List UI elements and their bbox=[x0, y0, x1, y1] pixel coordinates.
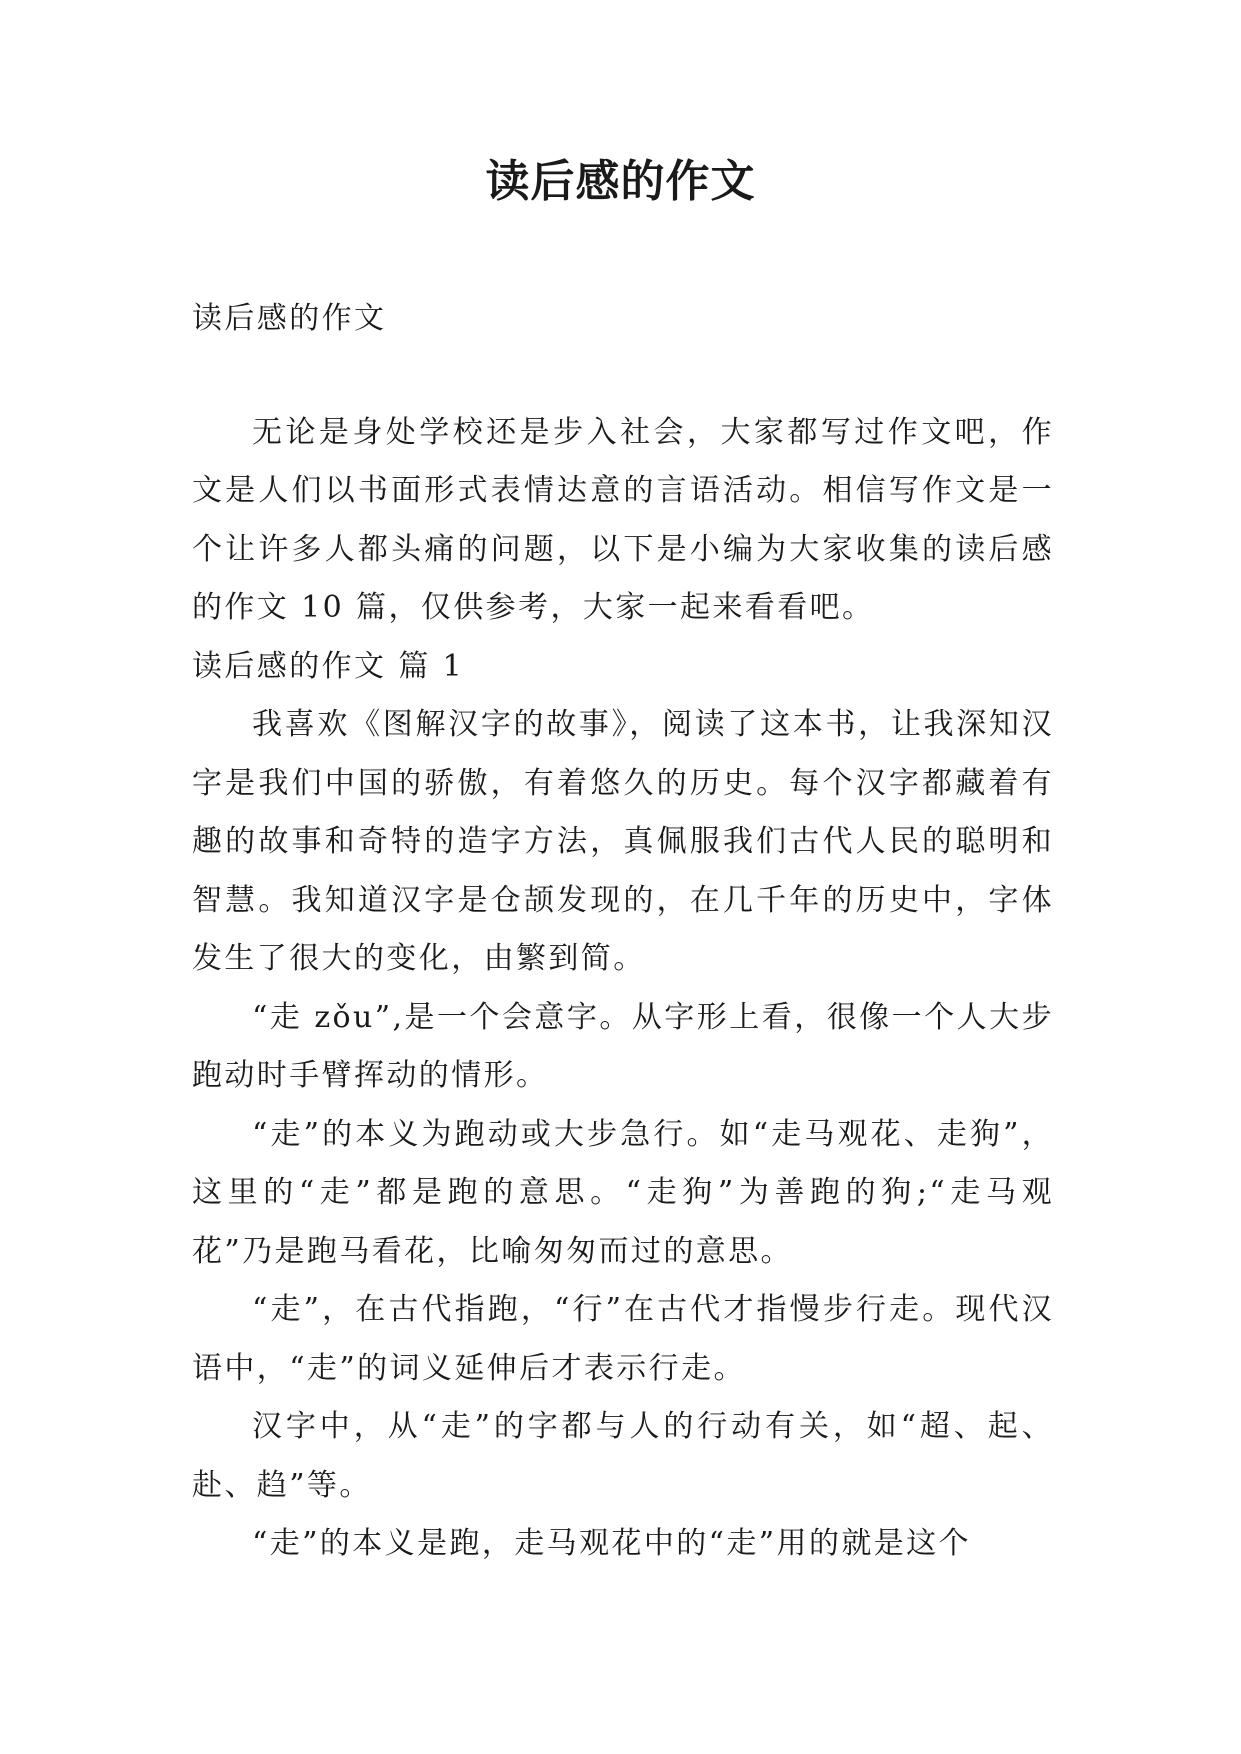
paragraph: “走”，在古代指跑，“行”在古代才指慢步行走。现代汉语中，“走”的词义延伸后才表示行走。 bbox=[192, 1292, 1054, 1386]
document-subtitle: 读后感的作文 bbox=[192, 301, 387, 336]
paragraph-intro: 无论是身处学校还是步入社会，大家都写过作文吧，作文是人们以书面形式表情达意的言语活动。相信写作文是一个让许多人都头痛的问题，以下是小编为大家收集的读后感的作文 10 篇，仅供参考，大家一起来看看吧。 bbox=[192, 414, 1054, 625]
paragraph: “走”的本义为跑动或大步急行。如“走马观花、走狗”，这里的“走”都是跑的意思。“走狗”为善跑的狗;“走马观花”乃是跑马看花，比喻匆匆而过的意思。 bbox=[192, 1116, 1054, 1269]
section-heading: 读后感的作文 篇 1 bbox=[192, 648, 465, 684]
paragraph: 汉字中，从“走”的字都与人的行动有关，如“超、起、赴、趋”等。 bbox=[192, 1409, 1054, 1503]
paragraph: “走”的本义是跑，走马观花中的“走”用的就是这个 bbox=[252, 1526, 971, 1561]
document-title: 读后感的作文 bbox=[485, 156, 756, 207]
paragraph: 我喜欢《图解汉字的故事》，阅读了这本书，让我深知汉字是我们中国的骄傲，有着悠久的历史。每个汉字都藏着有趣的故事和奇特的造字方法，真佩服我们古代人民的聪明和智慧。我知道汉字是仓颉发现的，在几千年的历史中，字体发生了很大的变化，由繁到简。 bbox=[192, 707, 1054, 976]
document-body bbox=[192, 290, 1054, 1574]
paragraph: “走 zǒu”,是一个会意字。从字形上看，很像一个人大步跑动时手臂挥动的情形。 bbox=[192, 999, 1054, 1093]
